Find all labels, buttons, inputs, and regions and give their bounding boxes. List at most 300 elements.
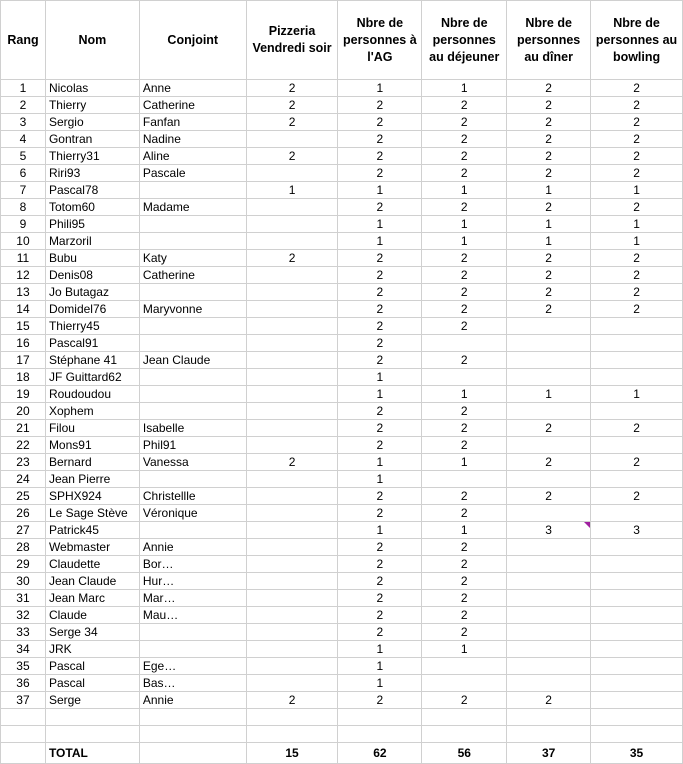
cell-dejeuner[interactable]: 1 [422, 80, 507, 97]
empty-cell[interactable] [422, 709, 507, 726]
cell-ag[interactable]: 2 [338, 352, 422, 369]
cell-ag[interactable]: 1 [338, 369, 422, 386]
cell-diner[interactable]: 3 [507, 522, 591, 539]
cell-bowling[interactable] [591, 624, 683, 641]
empty-cell[interactable] [1, 709, 46, 726]
cell-rang[interactable]: 11 [1, 250, 46, 267]
cell-dejeuner[interactable]: 2 [422, 165, 507, 182]
cell-nom[interactable]: Serge 34 [45, 624, 139, 641]
empty-cell[interactable] [507, 709, 591, 726]
cell-bowling[interactable] [591, 437, 683, 454]
cell-rang[interactable]: 15 [1, 318, 46, 335]
cell-diner[interactable] [507, 352, 591, 369]
cell-ag[interactable]: 2 [338, 590, 422, 607]
cell-bowling[interactable] [591, 352, 683, 369]
cell-rang[interactable]: 25 [1, 488, 46, 505]
cell-diner[interactable]: 2 [507, 420, 591, 437]
cell-bowling[interactable]: 1 [591, 386, 683, 403]
header-nom[interactable]: Nom [45, 1, 139, 80]
cell-diner[interactable] [507, 437, 591, 454]
cell-pizzeria[interactable]: 2 [246, 80, 338, 97]
comment-indicator-icon[interactable] [584, 522, 590, 528]
cell-ag[interactable]: 1 [338, 675, 422, 692]
cell-conjoint[interactable]: Ege… [139, 658, 246, 675]
empty-cell[interactable] [422, 726, 507, 743]
cell-diner[interactable]: 2 [507, 148, 591, 165]
cell-pizzeria[interactable] [246, 267, 338, 284]
cell-bowling[interactable] [591, 590, 683, 607]
cell-diner[interactable]: 2 [507, 199, 591, 216]
total-label[interactable]: TOTAL [45, 743, 139, 764]
cell-pizzeria[interactable] [246, 165, 338, 182]
cell-pizzeria[interactable] [246, 573, 338, 590]
cell-rang[interactable]: 7 [1, 182, 46, 199]
empty-cell[interactable] [139, 726, 246, 743]
cell-pizzeria[interactable]: 2 [246, 692, 338, 709]
cell-conjoint[interactable] [139, 284, 246, 301]
cell-diner[interactable] [507, 539, 591, 556]
cell-pizzeria[interactable] [246, 233, 338, 250]
cell-nom[interactable]: Jean Pierre [45, 471, 139, 488]
cell-bowling[interactable] [591, 573, 683, 590]
cell-nom[interactable]: Sergio [45, 114, 139, 131]
cell-bowling[interactable] [591, 403, 683, 420]
cell-dejeuner[interactable]: 2 [422, 573, 507, 590]
cell-ag[interactable]: 1 [338, 454, 422, 471]
cell-conjoint[interactable] [139, 335, 246, 352]
cell-rang[interactable]: 20 [1, 403, 46, 420]
cell-diner[interactable] [507, 471, 591, 488]
cell-conjoint[interactable] [139, 369, 246, 386]
empty-cell[interactable] [338, 726, 422, 743]
cell-rang[interactable]: 12 [1, 267, 46, 284]
cell-ag[interactable]: 2 [338, 148, 422, 165]
cell-ag[interactable]: 2 [338, 488, 422, 505]
cell-bowling[interactable] [591, 641, 683, 658]
cell-diner[interactable] [507, 573, 591, 590]
cell-pizzeria[interactable] [246, 386, 338, 403]
cell-rang[interactable]: 30 [1, 573, 46, 590]
cell-nom[interactable]: JF Guittard62 [45, 369, 139, 386]
cell-ag[interactable]: 2 [338, 114, 422, 131]
cell-dejeuner[interactable]: 2 [422, 318, 507, 335]
cell-dejeuner[interactable]: 2 [422, 97, 507, 114]
cell-dejeuner[interactable]: 1 [422, 182, 507, 199]
cell-pizzeria[interactable] [246, 641, 338, 658]
cell-nom[interactable]: Filou [45, 420, 139, 437]
cell-dejeuner[interactable]: 2 [422, 437, 507, 454]
cell-ag[interactable]: 1 [338, 471, 422, 488]
cell-dejeuner[interactable]: 1 [422, 216, 507, 233]
empty-cell[interactable] [507, 726, 591, 743]
cell-diner[interactable]: 2 [507, 284, 591, 301]
cell-nom[interactable]: Phili95 [45, 216, 139, 233]
cell-nom[interactable]: Jean Marc [45, 590, 139, 607]
cell-nom[interactable]: Pascal78 [45, 182, 139, 199]
cell-conjoint[interactable]: Hur… [139, 573, 246, 590]
header-bowling[interactable]: Nbre de personnes au bowling [591, 1, 683, 80]
cell-conjoint[interactable]: Jean Claude [139, 352, 246, 369]
cell-rang[interactable]: 3 [1, 114, 46, 131]
cell-diner[interactable]: 2 [507, 267, 591, 284]
cell-dejeuner[interactable]: 2 [422, 539, 507, 556]
cell-nom[interactable]: Thierry [45, 97, 139, 114]
cell-pizzeria[interactable] [246, 607, 338, 624]
cell-ag[interactable]: 2 [338, 97, 422, 114]
cell-ag[interactable]: 1 [338, 658, 422, 675]
cell-bowling[interactable]: 1 [591, 233, 683, 250]
cell-pizzeria[interactable] [246, 403, 338, 420]
cell-dejeuner[interactable]: 2 [422, 148, 507, 165]
cell-rang[interactable]: 21 [1, 420, 46, 437]
cell-diner[interactable]: 1 [507, 182, 591, 199]
cell-nom[interactable]: Jo Butagaz [45, 284, 139, 301]
cell-conjoint[interactable]: Bor… [139, 556, 246, 573]
total-empty-cell[interactable] [139, 743, 246, 764]
cell-ag[interactable]: 2 [338, 199, 422, 216]
cell-nom[interactable]: Patrick45 [45, 522, 139, 539]
cell-pizzeria[interactable] [246, 556, 338, 573]
cell-nom[interactable]: JRK [45, 641, 139, 658]
cell-pizzeria[interactable] [246, 199, 338, 216]
empty-cell[interactable] [1, 726, 46, 743]
header-rang[interactable]: Rang [1, 1, 46, 80]
cell-rang[interactable]: 27 [1, 522, 46, 539]
cell-nom[interactable]: Jean Claude [45, 573, 139, 590]
cell-ag[interactable]: 2 [338, 335, 422, 352]
cell-ag[interactable]: 1 [338, 216, 422, 233]
cell-dejeuner[interactable]: 1 [422, 454, 507, 471]
cell-nom[interactable]: Domidel76 [45, 301, 139, 318]
header-pizzeria[interactable]: Pizzeria Vendredi soir [246, 1, 338, 80]
cell-bowling[interactable] [591, 692, 683, 709]
cell-rang[interactable]: 17 [1, 352, 46, 369]
cell-ag[interactable]: 1 [338, 233, 422, 250]
cell-conjoint[interactable]: Annie [139, 692, 246, 709]
cell-dejeuner[interactable]: 2 [422, 590, 507, 607]
cell-bowling[interactable] [591, 369, 683, 386]
cell-diner[interactable]: 2 [507, 114, 591, 131]
cell-nom[interactable]: Xophem [45, 403, 139, 420]
cell-pizzeria[interactable] [246, 318, 338, 335]
cell-conjoint[interactable] [139, 471, 246, 488]
cell-diner[interactable]: 2 [507, 250, 591, 267]
cell-bowling[interactable] [591, 335, 683, 352]
total-empty-cell[interactable] [1, 743, 46, 764]
cell-bowling[interactable] [591, 318, 683, 335]
cell-diner[interactable]: 1 [507, 386, 591, 403]
total-dejeuner[interactable]: 56 [422, 743, 507, 764]
cell-dejeuner[interactable] [422, 471, 507, 488]
cell-pizzeria[interactable] [246, 369, 338, 386]
cell-dejeuner[interactable] [422, 335, 507, 352]
cell-pizzeria[interactable] [246, 420, 338, 437]
cell-rang[interactable]: 16 [1, 335, 46, 352]
cell-conjoint[interactable]: Pascale [139, 165, 246, 182]
cell-nom[interactable]: Thierry45 [45, 318, 139, 335]
cell-diner[interactable] [507, 318, 591, 335]
cell-conjoint[interactable] [139, 216, 246, 233]
cell-ag[interactable]: 2 [338, 165, 422, 182]
empty-cell[interactable] [591, 709, 683, 726]
cell-diner[interactable] [507, 658, 591, 675]
cell-ag[interactable]: 1 [338, 641, 422, 658]
cell-bowling[interactable]: 2 [591, 131, 683, 148]
cell-rang[interactable]: 33 [1, 624, 46, 641]
cell-rang[interactable]: 32 [1, 607, 46, 624]
cell-nom[interactable]: Stéphane 41 [45, 352, 139, 369]
cell-conjoint[interactable] [139, 386, 246, 403]
cell-pizzeria[interactable]: 2 [246, 250, 338, 267]
cell-conjoint[interactable]: Christellle [139, 488, 246, 505]
cell-diner[interactable] [507, 590, 591, 607]
cell-bowling[interactable]: 2 [591, 165, 683, 182]
cell-conjoint[interactable]: Fanfan [139, 114, 246, 131]
cell-pizzeria[interactable] [246, 437, 338, 454]
cell-dejeuner[interactable]: 2 [422, 199, 507, 216]
cell-ag[interactable]: 1 [338, 80, 422, 97]
cell-conjoint[interactable]: Aline [139, 148, 246, 165]
cell-ag[interactable]: 2 [338, 539, 422, 556]
cell-nom[interactable]: Nicolas [45, 80, 139, 97]
cell-conjoint[interactable]: Nadine [139, 131, 246, 148]
cell-ag[interactable]: 1 [338, 182, 422, 199]
cell-bowling[interactable]: 2 [591, 267, 683, 284]
cell-dejeuner[interactable]: 1 [422, 641, 507, 658]
cell-conjoint[interactable]: Mar… [139, 590, 246, 607]
cell-diner[interactable]: 1 [507, 216, 591, 233]
cell-nom[interactable]: Le Sage Stève [45, 505, 139, 522]
cell-nom[interactable]: Claudette [45, 556, 139, 573]
cell-diner[interactable] [507, 556, 591, 573]
cell-pizzeria[interactable] [246, 675, 338, 692]
cell-rang[interactable]: 6 [1, 165, 46, 182]
cell-bowling[interactable]: 2 [591, 301, 683, 318]
cell-diner[interactable]: 2 [507, 80, 591, 97]
cell-conjoint[interactable]: Madame [139, 199, 246, 216]
cell-diner[interactable] [507, 505, 591, 522]
cell-pizzeria[interactable] [246, 539, 338, 556]
cell-rang[interactable]: 26 [1, 505, 46, 522]
cell-rang[interactable]: 35 [1, 658, 46, 675]
cell-rang[interactable]: 22 [1, 437, 46, 454]
cell-nom[interactable]: Totom60 [45, 199, 139, 216]
cell-rang[interactable]: 23 [1, 454, 46, 471]
cell-nom[interactable]: Pascal [45, 658, 139, 675]
cell-bowling[interactable] [591, 607, 683, 624]
cell-conjoint[interactable] [139, 641, 246, 658]
cell-bowling[interactable]: 2 [591, 97, 683, 114]
cell-ag[interactable]: 2 [338, 403, 422, 420]
cell-pizzeria[interactable]: 2 [246, 148, 338, 165]
cell-dejeuner[interactable]: 2 [422, 420, 507, 437]
cell-nom[interactable]: SPHX924 [45, 488, 139, 505]
cell-bowling[interactable] [591, 471, 683, 488]
cell-diner[interactable] [507, 607, 591, 624]
cell-ag[interactable]: 2 [338, 607, 422, 624]
cell-pizzeria[interactable]: 2 [246, 454, 338, 471]
cell-dejeuner[interactable]: 2 [422, 488, 507, 505]
cell-dejeuner[interactable] [422, 369, 507, 386]
cell-diner[interactable]: 2 [507, 131, 591, 148]
cell-dejeuner[interactable]: 2 [422, 505, 507, 522]
cell-nom[interactable]: Pascal [45, 675, 139, 692]
cell-nom[interactable]: Mons91 [45, 437, 139, 454]
empty-cell[interactable] [591, 726, 683, 743]
header-ag[interactable]: Nbre de personnes à l'AG [338, 1, 422, 80]
cell-rang[interactable]: 28 [1, 539, 46, 556]
cell-pizzeria[interactable] [246, 335, 338, 352]
total-ag[interactable]: 62 [338, 743, 422, 764]
cell-rang[interactable]: 29 [1, 556, 46, 573]
cell-nom[interactable]: Gontran [45, 131, 139, 148]
cell-ag[interactable]: 2 [338, 250, 422, 267]
cell-rang[interactable]: 1 [1, 80, 46, 97]
cell-diner[interactable] [507, 641, 591, 658]
cell-pizzeria[interactable] [246, 284, 338, 301]
cell-bowling[interactable]: 1 [591, 182, 683, 199]
cell-bowling[interactable]: 2 [591, 80, 683, 97]
cell-ag[interactable]: 2 [338, 437, 422, 454]
cell-bowling[interactable] [591, 658, 683, 675]
header-diner[interactable]: Nbre de personnes au dîner [507, 1, 591, 80]
cell-diner[interactable] [507, 675, 591, 692]
cell-rang[interactable]: 4 [1, 131, 46, 148]
cell-rang[interactable]: 8 [1, 199, 46, 216]
cell-nom[interactable]: Riri93 [45, 165, 139, 182]
cell-dejeuner[interactable]: 2 [422, 607, 507, 624]
cell-ag[interactable]: 1 [338, 522, 422, 539]
cell-diner[interactable]: 2 [507, 97, 591, 114]
cell-rang[interactable]: 34 [1, 641, 46, 658]
cell-conjoint[interactable]: Katy [139, 250, 246, 267]
cell-pizzeria[interactable] [246, 658, 338, 675]
cell-rang[interactable]: 5 [1, 148, 46, 165]
cell-pizzeria[interactable]: 1 [246, 182, 338, 199]
cell-dejeuner[interactable]: 1 [422, 386, 507, 403]
cell-rang[interactable]: 2 [1, 97, 46, 114]
cell-rang[interactable]: 13 [1, 284, 46, 301]
cell-bowling[interactable]: 2 [591, 488, 683, 505]
cell-dejeuner[interactable]: 2 [422, 352, 507, 369]
total-diner[interactable]: 37 [507, 743, 591, 764]
empty-cell[interactable] [45, 726, 139, 743]
header-dejeuner[interactable]: Nbre de personnes au déjeuner [422, 1, 507, 80]
cell-conjoint[interactable]: Catherine [139, 267, 246, 284]
cell-pizzeria[interactable]: 2 [246, 97, 338, 114]
cell-bowling[interactable]: 2 [591, 199, 683, 216]
cell-conjoint[interactable] [139, 522, 246, 539]
cell-dejeuner[interactable]: 2 [422, 114, 507, 131]
cell-conjoint[interactable] [139, 624, 246, 641]
cell-nom[interactable]: Roudoudou [45, 386, 139, 403]
cell-ag[interactable]: 1 [338, 386, 422, 403]
cell-pizzeria[interactable] [246, 352, 338, 369]
total-pizzeria[interactable]: 15 [246, 743, 338, 764]
cell-nom[interactable]: Denis08 [45, 267, 139, 284]
cell-diner[interactable]: 1 [507, 233, 591, 250]
cell-rang[interactable]: 10 [1, 233, 46, 250]
cell-pizzeria[interactable] [246, 522, 338, 539]
cell-ag[interactable]: 2 [338, 505, 422, 522]
cell-rang[interactable]: 24 [1, 471, 46, 488]
cell-bowling[interactable]: 3 [591, 522, 683, 539]
cell-diner[interactable]: 2 [507, 488, 591, 505]
cell-bowling[interactable]: 1 [591, 216, 683, 233]
cell-ag[interactable]: 2 [338, 301, 422, 318]
empty-cell[interactable] [338, 709, 422, 726]
empty-cell[interactable] [246, 726, 338, 743]
cell-rang[interactable]: 19 [1, 386, 46, 403]
cell-rang[interactable]: 36 [1, 675, 46, 692]
cell-bowling[interactable]: 2 [591, 250, 683, 267]
cell-pizzeria[interactable] [246, 624, 338, 641]
cell-pizzeria[interactable] [246, 131, 338, 148]
cell-bowling[interactable]: 2 [591, 454, 683, 471]
cell-nom[interactable]: Marzoril [45, 233, 139, 250]
cell-rang[interactable]: 37 [1, 692, 46, 709]
cell-conjoint[interactable]: Annie [139, 539, 246, 556]
header-conjoint[interactable]: Conjoint [139, 1, 246, 80]
cell-dejeuner[interactable]: 2 [422, 301, 507, 318]
cell-conjoint[interactable] [139, 318, 246, 335]
cell-dejeuner[interactable]: 1 [422, 522, 507, 539]
cell-rang[interactable]: 9 [1, 216, 46, 233]
cell-conjoint[interactable] [139, 233, 246, 250]
cell-ag[interactable]: 2 [338, 267, 422, 284]
cell-bowling[interactable]: 2 [591, 284, 683, 301]
cell-bowling[interactable] [591, 505, 683, 522]
cell-nom[interactable]: Thierry31 [45, 148, 139, 165]
cell-bowling[interactable] [591, 675, 683, 692]
cell-pizzeria[interactable] [246, 488, 338, 505]
cell-dejeuner[interactable]: 2 [422, 403, 507, 420]
cell-nom[interactable]: Serge [45, 692, 139, 709]
empty-cell[interactable] [139, 709, 246, 726]
cell-nom[interactable]: Claude [45, 607, 139, 624]
cell-ag[interactable]: 2 [338, 131, 422, 148]
cell-diner[interactable] [507, 335, 591, 352]
cell-diner[interactable]: 2 [507, 301, 591, 318]
cell-nom[interactable]: Bubu [45, 250, 139, 267]
cell-bowling[interactable] [591, 539, 683, 556]
cell-diner[interactable] [507, 624, 591, 641]
cell-conjoint[interactable]: Vanessa [139, 454, 246, 471]
cell-pizzeria[interactable] [246, 590, 338, 607]
cell-conjoint[interactable]: Maryvonne [139, 301, 246, 318]
empty-cell[interactable] [45, 709, 139, 726]
cell-diner[interactable] [507, 403, 591, 420]
cell-dejeuner[interactable]: 2 [422, 284, 507, 301]
cell-dejeuner[interactable]: 2 [422, 267, 507, 284]
empty-cell[interactable] [246, 709, 338, 726]
cell-conjoint[interactable]: Bas… [139, 675, 246, 692]
cell-bowling[interactable]: 2 [591, 114, 683, 131]
cell-ag[interactable]: 2 [338, 573, 422, 590]
cell-conjoint[interactable]: Catherine [139, 97, 246, 114]
cell-pizzeria[interactable] [246, 471, 338, 488]
cell-pizzeria[interactable] [246, 505, 338, 522]
cell-dejeuner[interactable] [422, 658, 507, 675]
cell-dejeuner[interactable]: 2 [422, 250, 507, 267]
cell-pizzeria[interactable] [246, 301, 338, 318]
cell-nom[interactable]: Bernard [45, 454, 139, 471]
cell-ag[interactable]: 2 [338, 420, 422, 437]
cell-pizzeria[interactable]: 2 [246, 114, 338, 131]
cell-dejeuner[interactable]: 2 [422, 624, 507, 641]
cell-conjoint[interactable]: Anne [139, 80, 246, 97]
cell-ag[interactable]: 2 [338, 556, 422, 573]
